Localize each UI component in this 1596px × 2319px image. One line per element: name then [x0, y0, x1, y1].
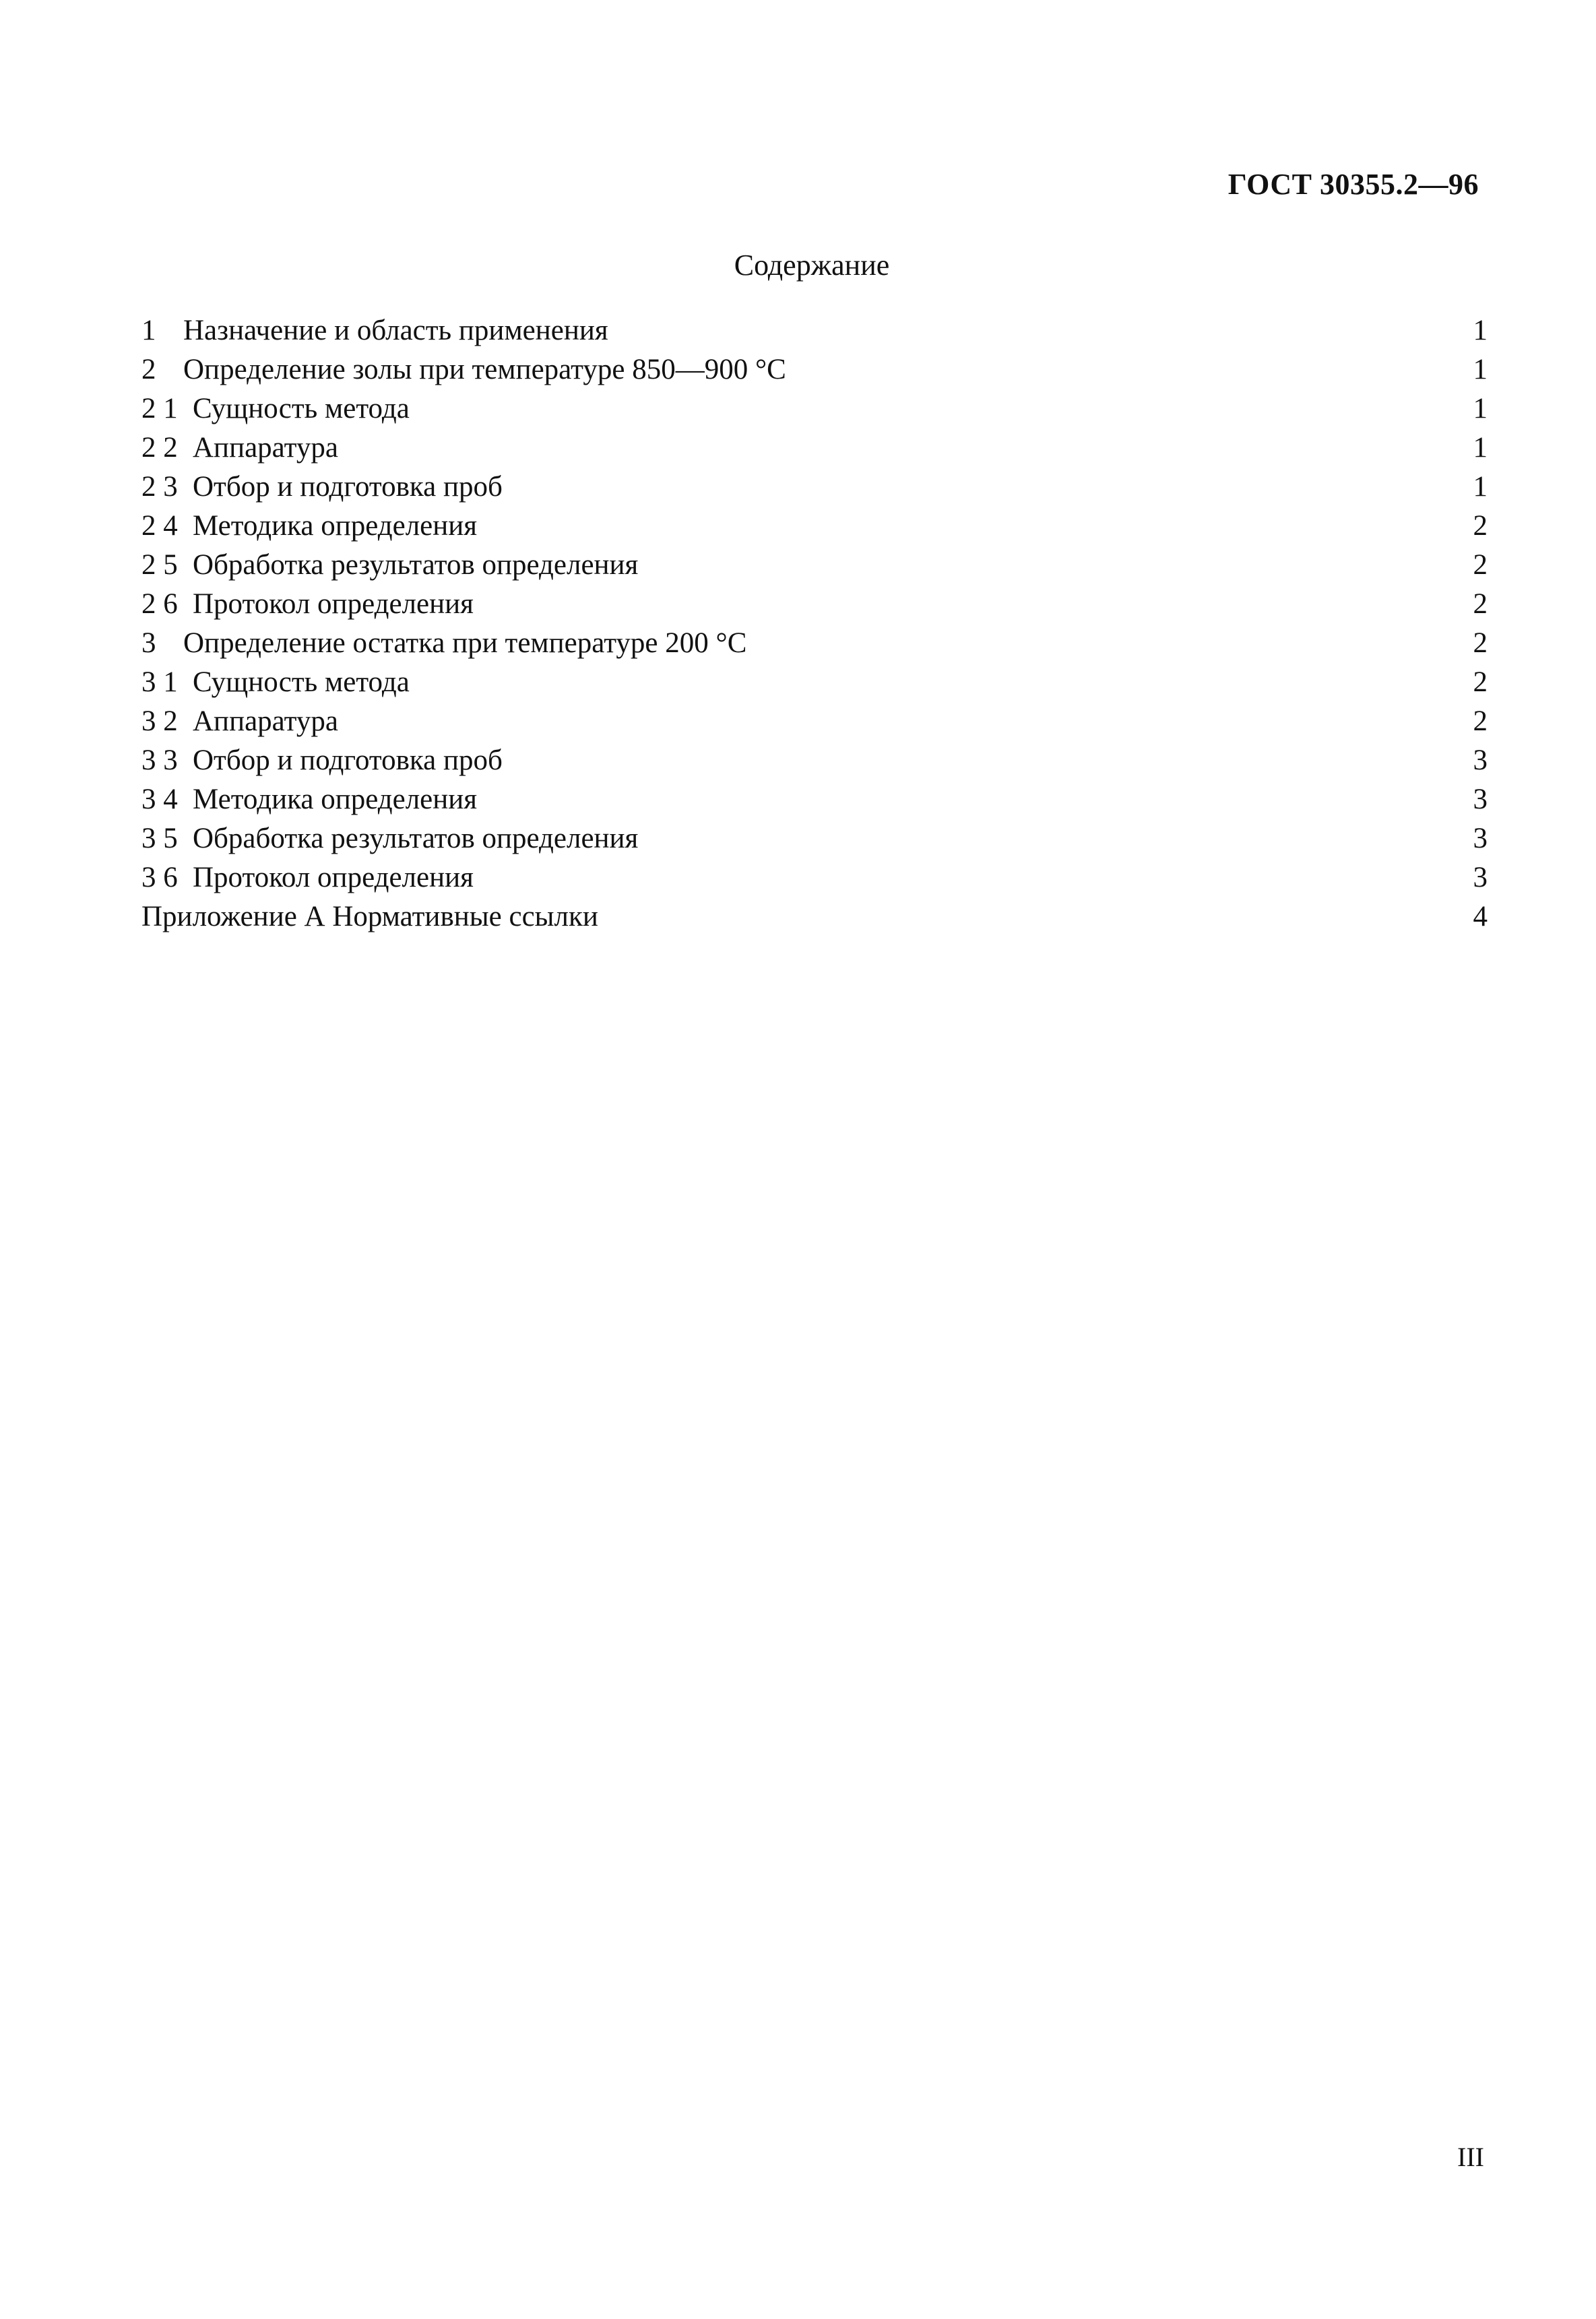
toc-entry-number: 3 6 — [141, 862, 178, 893]
toc-entry[interactable] — [141, 858, 1488, 897]
toc-entry-title: Обработка результатов определения — [193, 549, 639, 581]
toc-entry-page: 3 — [1473, 744, 1488, 776]
toc-entry-page: 1 — [1473, 354, 1488, 385]
toc-entry-title: Сущность метода — [193, 393, 410, 424]
toc-entry[interactable] — [141, 624, 1488, 663]
toc-entry[interactable] — [141, 741, 1488, 780]
toc-entry-title: Протокол определения — [193, 862, 474, 893]
toc-entry-page: 2 — [1473, 705, 1488, 737]
toc-entry-number: 2 3 — [141, 471, 178, 503]
toc-entry[interactable] — [141, 389, 1488, 428]
toc-entry-number: 1 — [141, 315, 156, 346]
toc-entry-number: 2 5 — [141, 549, 178, 581]
toc-entry-page: 2 — [1473, 666, 1488, 698]
toc-entry-page: 1 — [1473, 315, 1488, 346]
toc-entry-number: 2 2 — [141, 432, 178, 464]
toc-entry-title: Отбор и подготовка проб — [193, 471, 503, 503]
toc-entry-number: 2 4 — [141, 510, 178, 542]
toc-entry-title: Аппаратура — [193, 705, 338, 737]
toc-entry-number: 3 5 — [141, 823, 178, 854]
toc-entry[interactable] — [141, 546, 1488, 585]
toc-entry-title: Назначение и область применения — [183, 315, 608, 346]
toc-entry[interactable] — [141, 702, 1488, 741]
toc-entry-title: Определение остатка при температуре 200 °С — [183, 627, 747, 659]
document-id: ГОСТ 30355.2—96 — [1227, 168, 1479, 201]
toc-entry-page: 2 — [1473, 627, 1488, 659]
toc-entry[interactable] — [141, 468, 1488, 507]
page-number: III — [1457, 2142, 1484, 2172]
toc-title: Содержание — [734, 249, 890, 282]
toc-entry[interactable] — [141, 780, 1488, 819]
toc-entry-page: 2 — [1473, 510, 1488, 542]
toc-entry-number: 2 6 — [141, 588, 178, 620]
toc-entry-page: 1 — [1473, 471, 1488, 503]
toc-entry-number: 3 1 — [141, 666, 178, 698]
toc-entry-title: Обработка результатов определения — [193, 823, 639, 854]
toc-entry-page: 1 — [1473, 432, 1488, 464]
toc-entry-page: 2 — [1473, 588, 1488, 620]
toc-entry-page: 1 — [1473, 393, 1488, 424]
toc-entry-page: 4 — [1473, 901, 1488, 932]
toc-entry-page: 3 — [1473, 862, 1488, 893]
toc-entry[interactable] — [141, 311, 1488, 350]
toc-entry-number: 3 2 — [141, 705, 178, 737]
toc-entry-page: 3 — [1473, 784, 1488, 815]
toc-entry-title: Приложение А Нормативные ссылки — [141, 901, 598, 932]
toc-entry[interactable] — [141, 663, 1488, 702]
toc-entry-title: Протокол определения — [193, 588, 474, 620]
toc-entry[interactable] — [141, 585, 1488, 624]
toc-entry-title: Аппаратура — [193, 432, 338, 464]
toc-entry-title: Сущность метода — [193, 666, 410, 698]
toc-entry[interactable] — [141, 819, 1488, 858]
table-of-contents — [141, 311, 1488, 936]
toc-entry-title: Отбор и подготовка проб — [193, 744, 503, 776]
toc-entry-page: 2 — [1473, 549, 1488, 581]
toc-entry-title: Методика определения — [193, 510, 478, 542]
toc-entry-number: 2 1 — [141, 393, 178, 424]
toc-entry-number: 3 — [141, 627, 156, 659]
toc-entry-appendix[interactable] — [141, 897, 1488, 936]
toc-entry-number: 3 4 — [141, 784, 178, 815]
toc-entry[interactable] — [141, 507, 1488, 546]
toc-entry-page: 3 — [1473, 823, 1488, 854]
toc-entry[interactable] — [141, 428, 1488, 468]
toc-entry-number: 2 — [141, 354, 156, 385]
toc-entry-title: Методика определения — [193, 784, 478, 815]
toc-entry[interactable] — [141, 350, 1488, 389]
toc-entry-number: 3 3 — [141, 744, 178, 776]
toc-entry-title: Определение золы при температуре 850—900 °С — [183, 354, 786, 385]
